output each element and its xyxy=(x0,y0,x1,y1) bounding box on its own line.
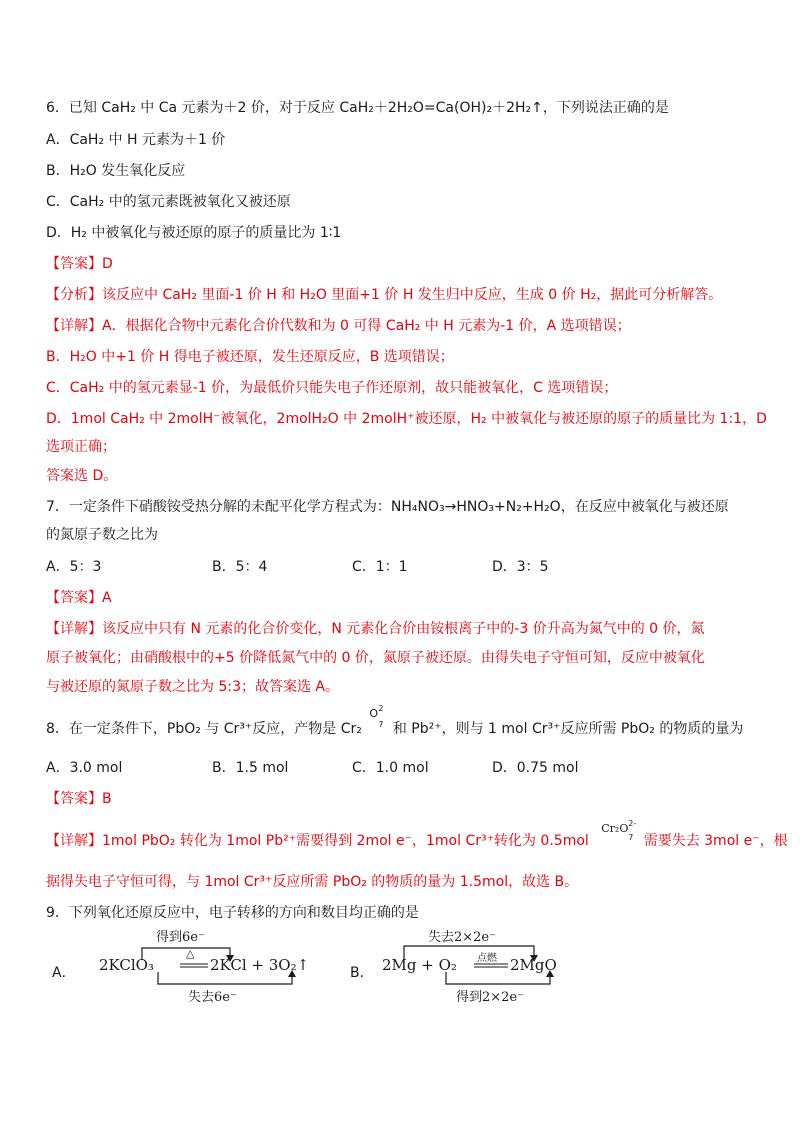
q6-option-a: A．CaH₂ 中 H 元素为＋1 价 xyxy=(46,132,226,148)
q6-detail-2: B．H₂O 中+1 价 H 得电子被还原，发生还原反应，B 选项错误； xyxy=(46,349,454,365)
q6-option-b: B．H₂O 发生氧化反应 xyxy=(46,163,186,179)
q8-stem-oxygen-count: 7 xyxy=(378,720,384,729)
q8-detail-formula-charge: 2- xyxy=(628,819,637,828)
q7-answer: 【答案】A xyxy=(46,590,112,606)
q9-b-top-label: 失去2×2e⁻ xyxy=(428,930,496,945)
q8-option-d: D．0.75 mol xyxy=(492,760,579,776)
q7-option-a: A．5：3 xyxy=(46,559,102,575)
q6-detail-1: 【详解】A．根据化合物中元素化合价代数和为 0 可得 CaH₂ 中 H 元素为-1 价，A 选项错误； xyxy=(46,318,631,334)
q9-stem: 9．下列氧化还原反应中，电子转移的方向和数目均正确的是 xyxy=(46,905,419,921)
q9-a-top-label: 得到6e⁻ xyxy=(156,930,205,945)
q8-detail-formula-base: Cr₂O xyxy=(601,822,629,835)
q9-b-reactants: 2Mg + O₂ xyxy=(382,956,457,974)
q8-answer: 【答案】B xyxy=(46,791,112,807)
q7-detail-1: 【详解】该反应中只有 N 元素的化合价变化，N 元素化合价由铵根离子中的-3 价升高为氮气中的 0 价，氮 xyxy=(46,621,705,637)
q9-a-products: 2KCl + 3O₂↑ xyxy=(210,956,310,974)
q8-stem xyxy=(46,704,744,739)
q7-option-b: B．5：4 xyxy=(212,559,268,575)
q8-stem-oxygen: O xyxy=(369,707,379,720)
q8-option-c: C．1.0 mol xyxy=(352,760,429,776)
q9-option-b-label: B． xyxy=(350,965,374,981)
q8-detail-1-part-a: 【详解】1mol PbO₂ 转化为 1mol Pb²⁺需要得到 2mol e⁻，1mol Cr³⁺转化为 0.5mol xyxy=(46,833,589,849)
q8-detail-formula xyxy=(593,819,639,851)
q9-b-bottom-label: 得到2×2e⁻ xyxy=(456,990,524,1005)
q9-option-a-label: A． xyxy=(52,965,76,981)
q9-option-b-diagram xyxy=(380,926,580,1004)
q6-detail-5: 选项正确； xyxy=(46,439,116,455)
q8-stem-formula xyxy=(366,704,388,739)
q8-detail-formula-count: 7 xyxy=(628,833,634,842)
q9-b-condition: 点燃 xyxy=(477,953,497,964)
q6-answer: 【答案】D xyxy=(46,256,113,272)
q6-analysis: 【分析】该反应中 CaH₂ 里面-1 价 H 和 H₂O 里面+1 价 H 发生归中反应，生成 0 价 H₂，据此可分析解答。 xyxy=(46,287,723,303)
q6-option-c: C．CaH₂ 中的氢元素既被氧化又被还原 xyxy=(46,194,291,210)
q8-stem-part-b: 和 Pb²⁺，则与 1 mol Cr³⁺反应所需 PbO₂ 的物质的量为 xyxy=(392,721,744,737)
q9-option-a-diagram xyxy=(96,926,336,1004)
q8-stem-part-a: 8．在一定条件下，PbO₂ 与 Cr³⁺反应，产物是 Cr₂ xyxy=(46,721,362,737)
q9-a-reactant: 2KClO₃ xyxy=(99,956,154,974)
q8-detail-1 xyxy=(46,819,788,851)
q9-b-product: 2MgO xyxy=(510,956,557,974)
q6-option-d: D．H₂ 中被氧化与被还原的原子的质量比为 1∶1 xyxy=(46,225,342,241)
q7-detail-2: 原子被氧化；由硝酸根中的+5 价降低氮气中的 0 价，氮原子被还原。由得失电子守恒可知，反应中被氧化 xyxy=(46,650,705,666)
q9-a-condition: △ xyxy=(186,947,195,960)
q6-detail-4: D．1mol CaH₂ 中 2molH⁻被氧化，2molH₂O 中 2molH⁺被还原，H₂ 中被氧化与被还原的原子的质量比为 1:1，D xyxy=(46,411,767,427)
q6-detail-3: C．CaH₂ 中的氢元素显-1 价，为最低价只能失电子作还原剂，故只能被氧化，C 选项错误； xyxy=(46,380,618,396)
q8-detail-2: 据得失电子守恒可得，与 1mol Cr³⁺反应所需 PbO₂ 的物质的量为 1.5mol，故选 B。 xyxy=(46,874,579,890)
q6-stem: 6．已知 CaH₂ 中 Ca 元素为＋2 价，对于反应 CaH₂＋2H₂O=Ca(OH)₂＋2H₂↑，下列说法正确的是 xyxy=(46,100,669,116)
q8-stem-oxygen-charge: 2 xyxy=(378,704,384,713)
q9-a-bottom-label: 失去6e⁻ xyxy=(188,990,237,1005)
q7-stem-2: 的氮原子数之比为 xyxy=(46,527,158,543)
q8-option-b: B．1.5 mol xyxy=(212,760,289,776)
q7-option-c: C．1：1 xyxy=(352,559,408,575)
q8-option-a: A．3.0 mol xyxy=(46,760,123,776)
q8-detail-1-part-b: 需要失去 3mol e⁻，根 xyxy=(643,833,788,849)
q7-stem-1: 7．一定条件下硝酸铵受热分解的未配平化学方程式为：NH₄NO₃→HNO₃+N₂+H₂O，在反应中被氧化与被还原 xyxy=(46,499,729,515)
q7-option-d: D．3：5 xyxy=(492,559,549,575)
q6-final: 答案选 D。 xyxy=(46,468,118,484)
q7-detail-3: 与被还原的氮原子数之比为 5:3；故答案选 A。 xyxy=(46,679,340,695)
